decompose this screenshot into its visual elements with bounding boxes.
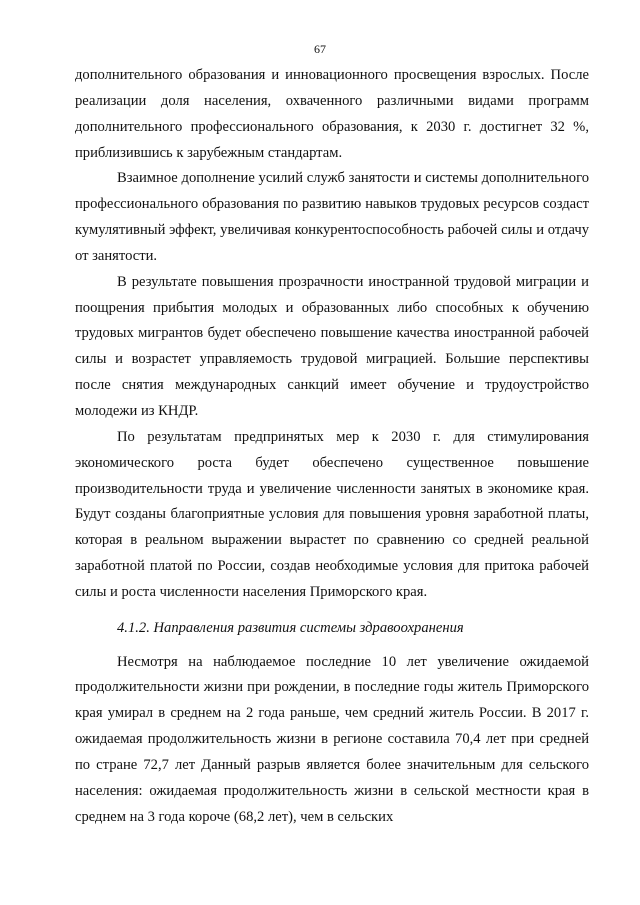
document-body xyxy=(75,63,589,830)
paragraph-continuation: дополнительного образования и инновационного просвещения взрослых. После реализации доля населения, охваченного различными видами программ дополнительного профессионального образования, к 2030 г. достигнет 32 %, приблизившись к зарубежным стандартам. xyxy=(75,67,589,161)
paragraph-life-expectancy: Несмотря на наблюдаемое последние 10 лет увеличение ожидаемой продолжительности жизни при рождении, в последние годы житель Приморского края умирал в среднем на 2 года раньше, чем средний житель России. В 2017 г. ожидаемая продолжительность жизни в регионе составила 70,4 лет при средней по стране 72,7 лет Данный разрыв является более значительным для сельского населения: ожидаемая продолжительность жизни в сельской местности края в среднем на 3 года короче (68,2 лет), чем в сельских xyxy=(75,653,589,825)
paragraph-economic-growth: По результатам предпринятых мер к 2030 г. для стимулирования экономического роста будет обеспечено существенное повышение производительности труда и увеличение численности занятых в экономике края. Будут созданы благоприятные условия для повышения уровня заработной платы, которая в реальном выражении вырастет по сравнению со средней реальной заработной платой по России, создав необходимые условия для притока рабочей силы и роста численности населения Приморского края. xyxy=(75,428,589,600)
paragraph-labor-migration: В результате повышения прозрачности иностранной трудовой миграции и поощрения прибытия молодых и образованных либо способных к обучению трудовых мигрантов будет обеспечено повышение качества иностранной рабочей силы и возрастет управляемость трудовой миграцией. Большие перспективы после снятия международных санкций имеет обучение и трудоустройство молодежи из КНДР. xyxy=(75,273,589,419)
page-number: 67 xyxy=(314,42,326,56)
paragraph-employment-synergy: Взаимное дополнение усилий служб занятости и системы дополнительного профессионального образования по развитию навыков трудовых ресурсов создаст кумулятивный эффект, увеличивая конкурентоспособность рабочей силы и отдачу от занятости. xyxy=(75,170,589,264)
section-heading: 4.1.2. Направления развития системы здравоохранения xyxy=(117,619,464,636)
